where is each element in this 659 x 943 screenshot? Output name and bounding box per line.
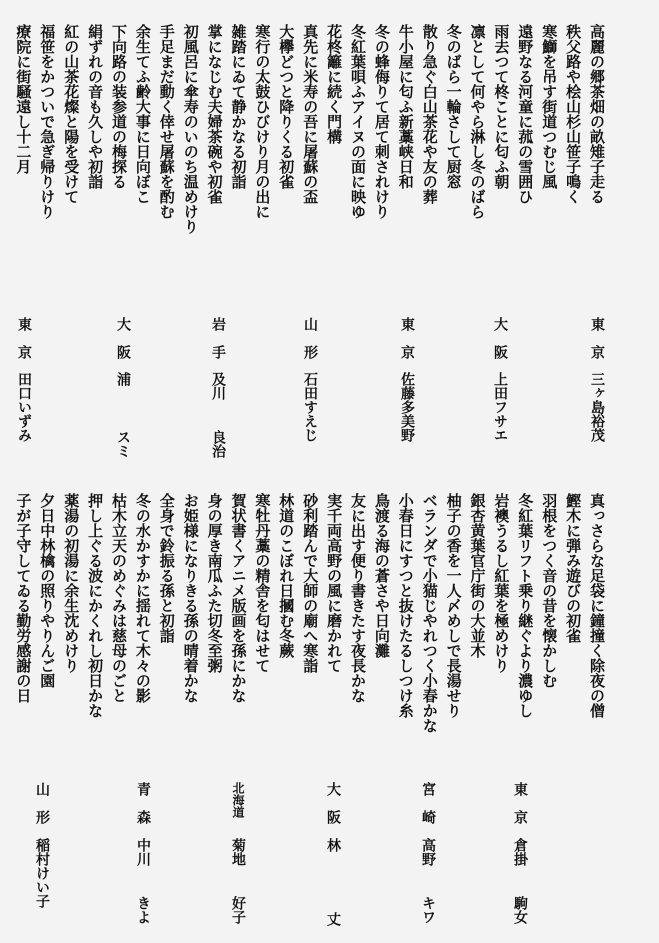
haiku-column: 子が子守してゐる勤労感謝の日 [14, 493, 33, 703]
haiku-column: 林道のこぼれ日摑む冬蕨 [277, 493, 296, 658]
author-prefecture: 大阪 [115, 317, 131, 373]
author-credit [491, 0, 509, 943]
author-name: 佐藤多美野 [399, 372, 415, 442]
haiku-column: 柚子の香を一人〆めしで長湯せり [444, 493, 463, 718]
author-credit [205, 0, 227, 943]
haiku-column: 夕日中林檎の照りやりんご園 [38, 493, 57, 688]
haiku-column: 花柊籬に続く門構 [325, 24, 344, 144]
author-credit [511, 0, 529, 943]
haiku-column: 冬のばら一輪さして厨窓 [444, 24, 463, 189]
haiku-column: 遠野なる河童に菰の雪囲ひ [516, 24, 535, 204]
haiku-column: 冬の水かすかに揺れて木々の影 [133, 493, 152, 703]
haiku-column: 絹ずれの音も久しや初詣 [86, 24, 105, 189]
haiku-column: 真先に米寿の吾に屠蘇の盃 [301, 24, 320, 204]
haiku-column: 紅の山茶花燦と陽を受けて [62, 24, 81, 204]
author-name: 稲村けい子 [34, 838, 50, 908]
author-name: 石田すえじ [302, 372, 318, 442]
author-name: 中川 [135, 838, 151, 866]
haiku-column: 寒鰤を吊す街道つむじ風 [540, 24, 559, 189]
haiku-column: 雨去つて柊ことに匂ふ朝 [492, 24, 511, 189]
author-name: 田口いずみ [16, 372, 32, 442]
haiku-column: 鰹木に弾み遊びの初雀 [564, 493, 583, 643]
author-credit [588, 0, 606, 943]
author-given-name: きよ [135, 896, 151, 924]
author-prefecture: 大阪 [325, 782, 341, 838]
haiku-column: 牛小屋に匂ふ新藁峡日和 [396, 24, 415, 189]
author-given-name: 丈 [325, 912, 341, 926]
author-prefecture: 北海道 [231, 782, 245, 818]
author-credit [324, 0, 342, 943]
author-name: 及川 [210, 372, 226, 400]
author-name: 林 [325, 838, 341, 852]
author-given-name: 好子 [230, 896, 246, 924]
haiku-column: 押し上ぐる波にかくれし初日かな [86, 493, 105, 718]
haiku-column: 羽根をつく音の昔を懐かしむ [540, 493, 559, 688]
author-prefecture: 山形 [34, 782, 50, 838]
haiku-column: 枯木立天のめぐみは慈母のごと [110, 493, 128, 703]
haiku-column: 秩父路や桧山杉山笹子鳴く [564, 24, 583, 204]
haiku-column: 散り急ぐ白山茶花や友の葬 [420, 24, 439, 204]
author-name: 菊地 [230, 838, 246, 866]
author-name: 上田フサエ [492, 372, 508, 442]
haiku-column: 下向路の装参道の梅探る [110, 24, 128, 189]
author-prefecture: 宮崎 [420, 782, 436, 838]
author-prefecture: 山形 [302, 317, 318, 373]
haiku-column: 賀状書くアニメ版画を孫にかな [229, 493, 248, 703]
haiku-column: 実千両高野の風に磨かれて [325, 493, 344, 673]
haiku-column: 銀杏黄葉官庁街の大並木 [468, 493, 487, 658]
author-credit [15, 0, 33, 943]
haiku-column: 薬湯の初湯に余生沈めけり [62, 493, 81, 673]
haiku-column: 砂利踏んで大師の廟へ寒詣 [301, 493, 320, 673]
haiku-column: ベランダで小猫じやれつく小春かな [420, 493, 439, 733]
author-given-name: 良治 [210, 430, 226, 458]
author-prefecture: 東京 [399, 317, 415, 373]
author-credit [114, 0, 132, 943]
author-name: 浦 [115, 372, 131, 386]
haiku-column: 大欅どつと降りくる初雀 [277, 24, 296, 189]
haiku-column: 寒牡丹藁の精舎を匂はせて [253, 493, 272, 673]
author-credit [229, 0, 247, 943]
author-prefecture: 東京 [16, 317, 32, 373]
author-prefecture: 東京 [512, 782, 528, 838]
haiku-column: 手足まだ動く倖せ屠蘇を酌む [157, 24, 176, 219]
haiku-column: 全身で鈴振る孫と初詣 [157, 493, 176, 643]
haiku-column: お姫様になりきる孫の晴着かな [181, 493, 200, 703]
author-name: 高野 [420, 838, 436, 866]
haiku-column: 雑踏にゐて静かなる初詣 [229, 24, 248, 189]
haiku-column: 福笹をかついで急ぎ帰りけり [38, 24, 57, 219]
haiku-column: 凛として何やら淋し冬のばら [468, 24, 487, 219]
author-credit [419, 0, 437, 943]
author-prefecture: 大阪 [492, 317, 508, 373]
author-prefecture: 東京 [589, 317, 605, 373]
author-given-name: キワ [420, 896, 436, 924]
haiku-column: 小春日にすつと抜けたるしつけ糸 [396, 493, 415, 718]
author-credit [33, 0, 51, 943]
author-prefecture: 岩手 [210, 317, 226, 373]
author-credit [398, 0, 416, 943]
haiku-column: 冬紅葉リフト乗り継ぐより濃ゆし [516, 493, 535, 718]
haiku-column: 岩襖うるし紅葉を極めけり [492, 493, 511, 673]
haiku-column: 療院に街騒遠し十二月 [14, 24, 33, 174]
haiku-column: 余生てふ齢大事に日向ぼこ [133, 24, 152, 204]
haiku-column: 掌になじむ夫婦茶碗や初雀 [205, 24, 224, 204]
haiku-column: 初風呂に傘寿のいのち温めけり [181, 24, 200, 234]
author-given-name: スミ [115, 430, 131, 458]
haiku-column: 冬紅葉唄ふアイヌの面に映ゆ [349, 24, 367, 219]
author-name: 三ヶ島裕茂 [589, 372, 605, 442]
author-name: 倉掛 [512, 838, 528, 866]
haiku-column: 鳥渡る海の蒼さや日向灘 [372, 493, 391, 658]
haiku-column: 友に出す便り書きたす夜長かな [349, 493, 367, 703]
haiku-column: 身の厚き南瓜ふた切冬至粥 [205, 493, 224, 673]
author-given-name: 駒女 [512, 896, 528, 924]
author-credit [134, 0, 152, 943]
haiku-column: 寒行の太鼓ひびけり月の出に [253, 24, 272, 219]
author-credit [301, 0, 319, 943]
haiku-column: 真っさらな足袋に鐘撞く除夜の僧 [588, 493, 606, 718]
haiku-column: 高麗の郷茶畑の畝雉子走る [588, 24, 606, 204]
author-prefecture: 青森 [135, 782, 151, 838]
haiku-column: 冬の蜂侮りて居て刺されけり [372, 24, 391, 219]
